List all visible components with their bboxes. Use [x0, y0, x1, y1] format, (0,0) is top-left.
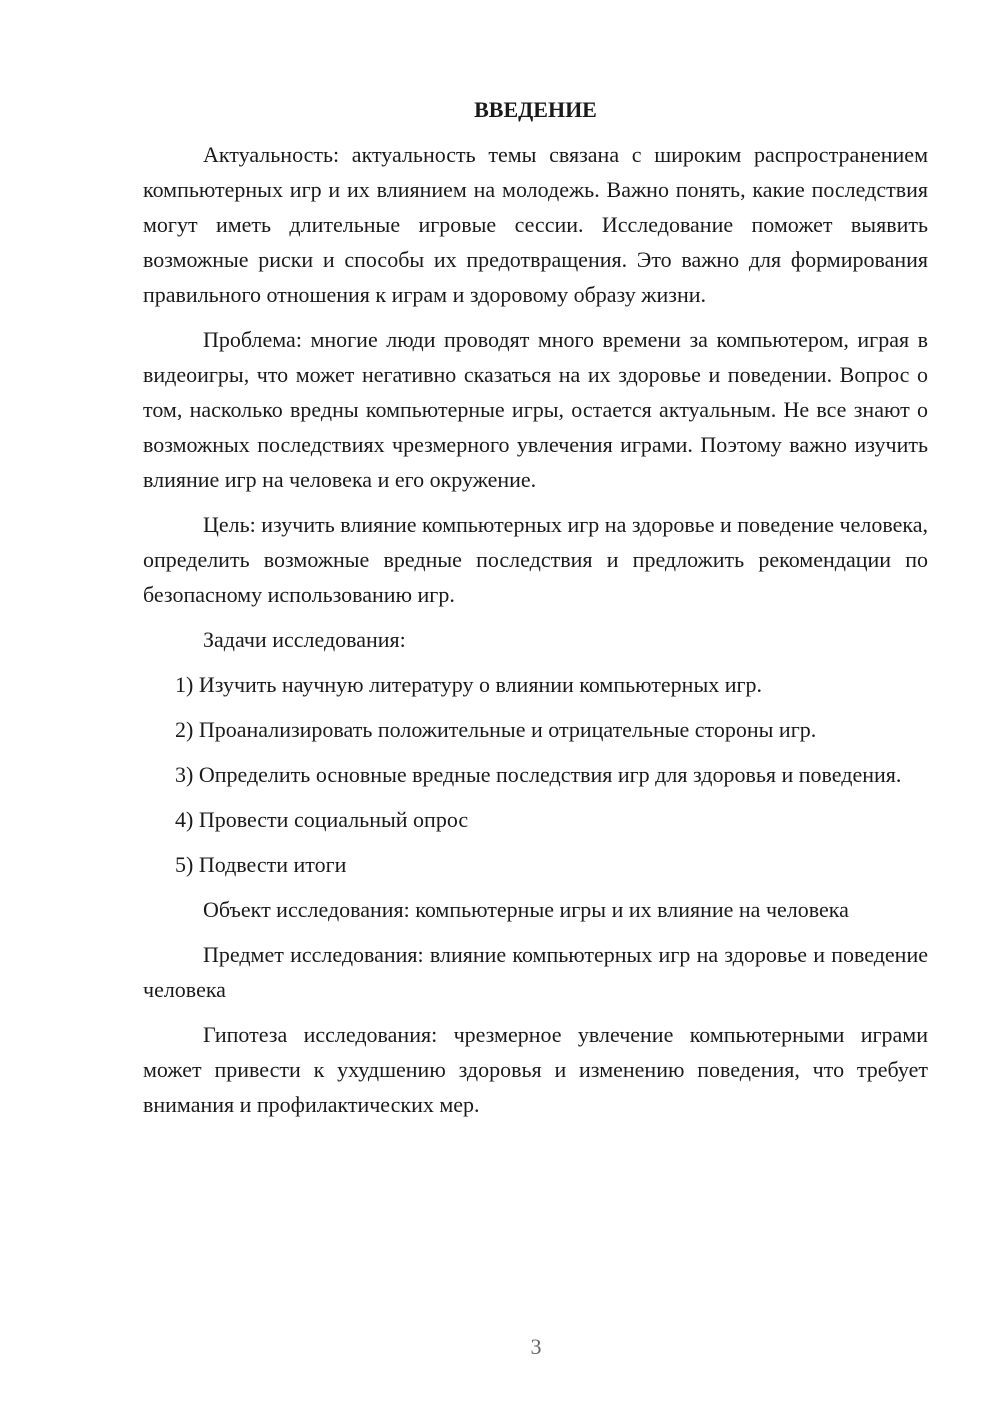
tasks-heading: Задачи исследования: [203, 627, 406, 652]
paragraph-relevance: Актуальность: актуальность темы связана с широким распространением компьютерных игр и их влиянием на молодежь. Важно понять, какие последствия могут иметь длительные игровые сессии. Исследование поможет выявить возможные риски и способы их предотвращения. Это важно для формирования правильного отношения к играм и здоровому образу жизни. [143, 142, 928, 307]
paragraph-problem: Проблема: многие люди проводят много времени за компьютером, играя в видеоигры, что может негативно сказаться на их здоровье и поведении. Вопрос о том, насколько вредны компьютерные игры, остается актуальным. Не все знают о возможных последствиях чрезмерного увлечения играми. Поэтому важно изучить влияние игр на человека и его окружение. [143, 327, 928, 492]
paragraph-object: Объект исследования: компьютерные игры и их влияние на человека [203, 897, 849, 922]
list-item: 5) Подвести итоги [175, 852, 347, 877]
paragraph-hypothesis: Гипотеза исследования: чрезмерное увлечение компьютерными играми может привести к ухудшению здоровья и изменению поведения, что требует внимания и профилактических мер. [143, 1022, 928, 1117]
list-item: 1) Изучить научную литературу о влиянии компьютерных игр. [175, 672, 763, 697]
paragraph-subject: Предмет исследования: влияние компьютерных игр на здоровье и поведение человека [143, 942, 928, 1002]
list-item: 3) Определить основные вредные последствия игр для здоровья и поведения. [175, 762, 902, 787]
page-title: ВВЕДЕНИЕ [474, 97, 597, 122]
tasks-list [143, 667, 928, 882]
list-item: 2) Проанализировать положительные и отрицательные стороны игр. [175, 717, 817, 742]
page-number: 3 [530, 1334, 542, 1359]
document-page [143, 92, 928, 1122]
paragraph-goal: Цель: изучить влияние компьютерных игр на здоровье и поведение человека, определить возможные вредные последствия и предложить рекомендации по безопасному использованию игр. [143, 512, 929, 607]
list-item: 4) Провести социальный опрос [175, 807, 469, 832]
